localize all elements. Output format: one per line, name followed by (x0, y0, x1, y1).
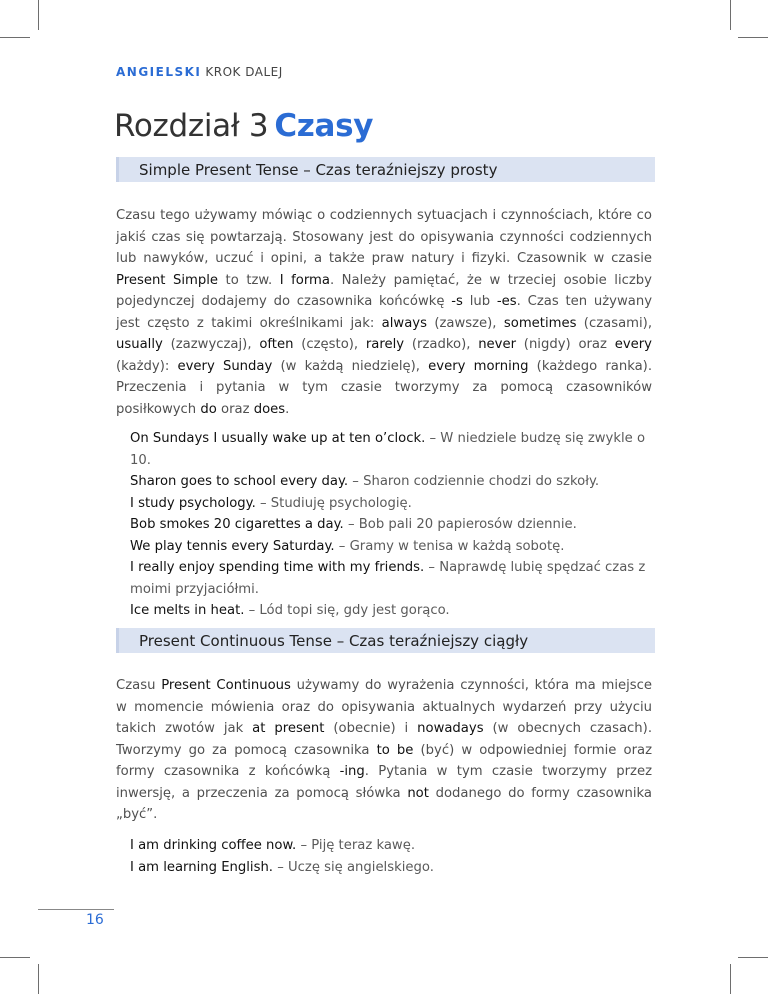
paragraph-text: (każdego ranka). Przeczenia i pytania w tym czasie tworzymy za pomocą czasowników posiłkowych (116, 358, 653, 417)
section-heading-simple-present (116, 157, 655, 182)
example-english: On Sundays I usually wake up at ten o’clock. (130, 431, 426, 446)
crop-mark (730, 0, 731, 30)
example-list (130, 835, 652, 878)
term-highlight: every (614, 337, 652, 352)
paragraph-text: . Czas ten używany jest często z takimi określnikami jak: (116, 294, 653, 331)
term-highlight: nowadays (417, 721, 484, 736)
chapter-name: Czasy (274, 108, 374, 144)
example-english: I really enjoy spending time with my friends. (130, 560, 425, 575)
chapter-prefix: Rozdział 3 (114, 108, 269, 144)
term-highlight: at present (252, 721, 325, 736)
paragraph-text: . (285, 401, 290, 417)
example-english: Sharon goes to school every day. (130, 474, 349, 489)
section-heading-present-continuous (116, 628, 655, 653)
example-english: Bob smokes 20 cigarettes a day. (130, 517, 344, 532)
example-item (130, 600, 652, 622)
term-highlight: Present Continuous (161, 678, 291, 693)
example-english: I am drinking coffee now. (130, 838, 297, 853)
term-highlight: I forma (279, 272, 330, 288)
paragraph-text: to tzw. (218, 272, 280, 288)
example-translation: – Bob pali 20 papierosów dziennie. (343, 517, 577, 532)
example-translation: – W niedziele budzę się zwykle o 10. (130, 431, 646, 468)
paragraph-text: (obecnie) i (324, 721, 418, 736)
paragraph-text: używamy do wyrażenia czynności, która ma miejsce w momencie mówienia oraz do opisywania aktualnych wydarzeń przy użyciu takich zwotów jak (116, 678, 653, 736)
crop-mark (38, 964, 39, 994)
example-translation: – Gramy w tenisa w każdą sobotę. (334, 538, 565, 554)
chapter-title (114, 108, 373, 144)
paragraph-text: oraz (216, 401, 254, 417)
example-item (130, 557, 652, 600)
paragraph-text: lub (462, 294, 497, 309)
paragraph-text: (być) w odpowiedniej formie oraz formy czasownika z końcówką (116, 742, 653, 779)
example-translation: – Sharon codziennie chodzi do szkoły. (348, 474, 600, 489)
example-item (130, 536, 652, 558)
crop-mark (38, 0, 39, 30)
paragraph-text: (zazwyczaj), (162, 337, 260, 352)
example-translation: – Studiuję psychologię. (255, 495, 412, 511)
example-item (130, 514, 652, 536)
running-header (116, 65, 283, 79)
term-highlight: usually (116, 337, 163, 352)
page-number: 16 (86, 912, 104, 928)
header-subtitle: KROK DALEJ (205, 65, 283, 79)
paragraph-text: (często), (293, 337, 366, 352)
paragraph-text: (zawsze), (426, 315, 504, 331)
crop-mark (738, 957, 768, 958)
term-highlight: -s (451, 294, 463, 309)
term-highlight: never (478, 337, 517, 352)
example-item (130, 493, 652, 515)
example-translation: – Piję teraz kawę. (296, 838, 416, 853)
example-item (130, 835, 652, 857)
paragraph-text: (w obecnych czasach). Tworzymy go za pomocą czasownika (116, 721, 653, 758)
paragraph-text: (czasami), (576, 315, 653, 331)
example-item (130, 471, 652, 493)
paragraph-text: (każdy): (116, 358, 178, 374)
term-highlight: sometimes (503, 315, 577, 331)
term-highlight: not (407, 785, 429, 801)
term-highlight: -ing (339, 764, 365, 779)
example-english: We play tennis every Saturday. (130, 538, 335, 554)
footer-rule (38, 909, 114, 910)
paragraph-text: (nigdy) oraz (516, 337, 615, 352)
example-translation: – Naprawdę lubię spędzać czas z moimi przyjaciółmi. (130, 560, 646, 597)
term-highlight: every morning (428, 358, 529, 374)
term-highlight: to be (376, 742, 414, 758)
crop-mark (730, 964, 731, 994)
section-heading-text: Present Continuous Tense – Czas teraźniejszy ciągły (139, 632, 529, 650)
crop-mark (0, 957, 30, 958)
crop-mark (738, 37, 768, 38)
term-highlight: Present Simple (116, 272, 219, 288)
paragraph-text: dodanego do formy czasownika „być”. (116, 785, 652, 822)
header-brand: ANGIELSKI (116, 65, 202, 79)
term-highlight: every Sunday (177, 358, 273, 374)
paragraph-text: . Pytania w tym czasie tworzymy przez inwersję, a przeczenia za pomocą słówka (116, 764, 652, 801)
example-item (130, 428, 652, 471)
term-highlight: does (253, 401, 286, 417)
term-highlight: often (259, 337, 294, 352)
paragraph-text: Czasu (116, 678, 162, 693)
example-english: I am learning English. (130, 859, 274, 875)
paragraph-text: (w każdą niedzielę), (272, 358, 429, 374)
section-paragraph (116, 205, 652, 420)
paragraph-text: . Należy pamiętać, że w trzeciej osobie liczby pojedynczej dodajemy do czasownika końcówkę (116, 272, 652, 309)
example-translation: – Lód topi się, gdy jest gorąco. (244, 603, 450, 618)
example-list (130, 428, 652, 622)
example-english: Ice melts in heat. (130, 603, 245, 618)
paragraph-text: (rzadko), (404, 337, 479, 352)
crop-mark (0, 37, 30, 38)
paragraph-text: Czasu tego używamy mówiąc o codziennych sytuacjach i czynnościach, które co jakiś czas się powtarzają. Stosowany jest do opisywania czynności codziennych lub nawyków, uczuć i opini, a także praw natury i fizyki. Czasownik w czasie (116, 208, 652, 266)
term-highlight: always (381, 315, 427, 331)
term-highlight: rarely (365, 337, 405, 352)
example-item (130, 857, 652, 879)
section-paragraph (116, 675, 652, 826)
example-english: I study psychology. (130, 495, 256, 511)
term-highlight: -es (496, 294, 517, 309)
section-heading-text: Simple Present Tense – Czas teraźniejszy prosty (139, 161, 498, 179)
example-translation: – Uczę się angielskiego. (273, 859, 434, 875)
term-highlight: do (200, 401, 217, 417)
